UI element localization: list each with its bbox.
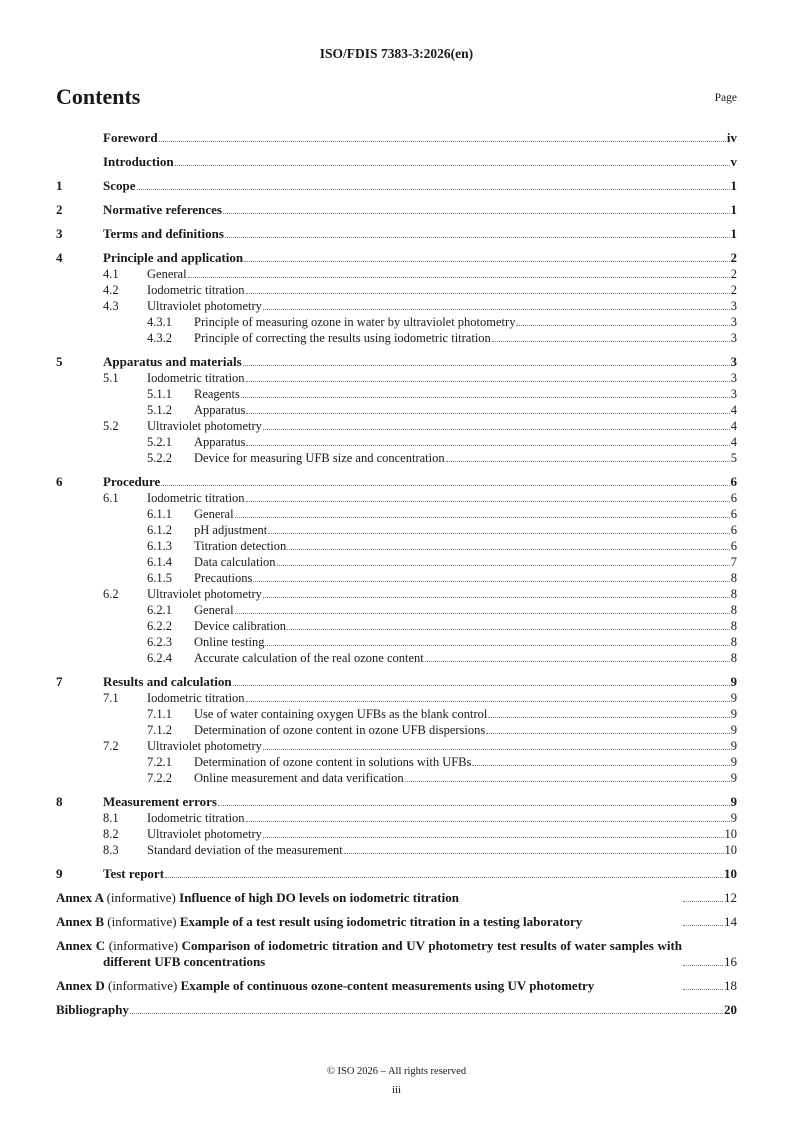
toc-entry-number: 6.2.3	[147, 635, 172, 649]
toc-entry-title: Scope	[103, 178, 136, 193]
toc-entry-number: 3	[56, 226, 63, 241]
toc-entry-page: 9	[730, 811, 737, 825]
dot-leader	[235, 517, 730, 518]
dot-leader	[265, 645, 729, 646]
annex-label: Annex A	[56, 890, 104, 905]
dot-leader	[137, 189, 730, 190]
copyright-footer: © ISO 2026 – All rights reserved	[326, 1066, 467, 1077]
toc-entry-number: 5.2.1	[147, 435, 172, 449]
dot-leader	[488, 717, 729, 718]
toc-entry-number: 7.2.1	[147, 755, 172, 769]
dot-leader	[233, 685, 730, 686]
toc-entry[interactable]	[56, 650, 737, 666]
dot-leader	[225, 237, 730, 238]
toc-entry-title: Bibliography	[56, 1002, 129, 1017]
dot-leader	[472, 765, 729, 766]
toc-annex-entry[interactable]	[56, 970, 737, 994]
toc-entry[interactable]	[56, 146, 737, 170]
toc-entry-number: 4.3	[103, 299, 119, 313]
toc-entry-number: 5	[56, 354, 63, 369]
dot-leader	[253, 581, 729, 582]
toc-entry[interactable]	[56, 490, 737, 506]
toc-entry[interactable]	[56, 506, 737, 522]
toc-entry-title: Iodometric titration	[147, 491, 245, 505]
dot-leader	[175, 165, 730, 166]
toc-entry-page: 9	[730, 771, 737, 785]
toc-entry-title: Principle of correcting the results using iodometric titration	[194, 331, 491, 345]
annex-title: Comparison of iodometric titration and UV photometry test results of water samples with different UFB concentrations	[103, 938, 683, 969]
toc-entry[interactable]	[56, 298, 737, 314]
toc-entry-number: 5.1.1	[147, 387, 172, 401]
toc-entry-title: Test report	[103, 866, 165, 881]
dot-leader	[161, 485, 729, 486]
toc-entry[interactable]	[56, 722, 737, 738]
dot-leader	[165, 877, 723, 878]
toc-entry-title: Titration detection	[194, 539, 287, 553]
toc-entry-title: Device for measuring UFB size and concentration	[194, 451, 445, 465]
table-of-contents	[56, 122, 737, 1018]
toc-entry-title: Use of water containing oxygen UFBs as the blank control	[194, 707, 488, 721]
toc-entry-number: 7.1.2	[147, 723, 172, 737]
dot-leader	[263, 429, 730, 430]
toc-entry-title: Ultraviolet photometry	[147, 587, 262, 601]
annex-label: Annex B	[56, 914, 105, 929]
toc-entry[interactable]	[56, 402, 737, 418]
toc-entry-title: Standard deviation of the measurement	[147, 843, 343, 857]
toc-entry-number: 8	[56, 794, 63, 809]
annex-informative: (informative)	[108, 938, 179, 953]
toc-entry-title: Iodometric titration	[147, 691, 245, 705]
toc-entry[interactable]	[56, 346, 737, 370]
annex-text	[56, 938, 682, 970]
toc-entry-title: General	[194, 507, 234, 521]
toc-entry[interactable]	[56, 570, 737, 586]
toc-entry-title: Introduction	[103, 154, 174, 169]
toc-entry-title: Device calibration	[194, 619, 286, 633]
toc-entry-title: Iodometric titration	[147, 811, 245, 825]
toc-entry-page: 8	[730, 571, 737, 585]
toc-entry[interactable]	[56, 122, 737, 146]
dot-leader	[263, 597, 730, 598]
toc-entry-page: 4	[730, 435, 737, 449]
toc-entry-page: 10	[724, 827, 737, 841]
dot-leader	[246, 501, 730, 502]
toc-entry-number: 6.1	[103, 491, 119, 505]
toc-entry-title: Apparatus	[194, 403, 246, 417]
toc-entry-title: Determination of ozone content in solutions with UFBs	[194, 755, 472, 769]
toc-entry-number: 8.1	[103, 811, 119, 825]
dot-leader	[268, 533, 729, 534]
annex-text	[56, 978, 682, 994]
toc-entry-page: 4	[730, 419, 737, 433]
annex-text	[56, 890, 682, 906]
dot-leader	[159, 141, 726, 142]
toc-entry[interactable]	[56, 618, 737, 634]
toc-entry-number: 4.1	[103, 267, 119, 281]
toc-entry-title: Accurate calculation of the real ozone content	[194, 651, 424, 665]
dot-leader	[130, 1013, 723, 1014]
toc-entry[interactable]	[56, 450, 737, 466]
toc-entry-page: 6	[730, 474, 737, 489]
toc-entry[interactable]	[56, 314, 737, 330]
toc-entry[interactable]	[56, 554, 737, 570]
toc-entry-page: 6	[730, 491, 737, 505]
toc-entry-title: Normative references	[103, 202, 222, 217]
toc-entry-number: 7.2	[103, 739, 119, 753]
toc-entry-title: Reagents	[194, 387, 240, 401]
toc-entry[interactable]	[56, 586, 737, 602]
toc-entry-title: Ultraviolet photometry	[147, 419, 262, 433]
dot-leader	[246, 445, 729, 446]
dot-leader	[246, 701, 730, 702]
toc-entry[interactable]	[56, 386, 737, 402]
toc-entry[interactable]	[56, 690, 737, 706]
toc-entry-page: 7	[730, 555, 737, 569]
toc-entry-number: 7.1.1	[147, 707, 172, 721]
toc-entry-page: v	[730, 154, 737, 169]
toc-entry-title: Terms and definitions	[103, 226, 224, 241]
dot-leader	[516, 325, 729, 326]
toc-entry-page: 2	[730, 283, 737, 297]
toc-entry[interactable]	[56, 706, 737, 722]
toc-entry-page: 10	[724, 843, 737, 857]
toc-entry-page: iv	[726, 130, 737, 145]
toc-entry[interactable]	[56, 418, 737, 434]
dot-leader	[486, 733, 729, 734]
dot-leader	[235, 613, 730, 614]
toc-entry-page: 14	[724, 914, 737, 929]
toc-entry-page: 3	[730, 354, 737, 369]
toc-entry-number: 7	[56, 674, 63, 689]
dot-leader	[446, 461, 730, 462]
toc-entry-page: 9	[730, 739, 737, 753]
toc-entry-number: 5.2	[103, 419, 119, 433]
toc-annex-entry[interactable]	[56, 930, 737, 970]
toc-entry-title: Measurement errors	[103, 794, 217, 809]
toc-entry[interactable]	[56, 634, 737, 650]
toc-entry-number: 6.2.2	[147, 619, 172, 633]
toc-entry-page: 3	[730, 371, 737, 385]
toc-entry-title: Principle and application	[103, 250, 244, 265]
toc-entry-title: Procedure	[103, 474, 161, 489]
toc-entry-title: Foreword	[103, 130, 158, 145]
toc-entry-number: 5.1	[103, 371, 119, 385]
toc-entry-page: 12	[724, 890, 737, 905]
toc-entry-page: 2	[730, 267, 737, 281]
toc-entry-title: Data calculation	[194, 555, 276, 569]
toc-entry-number: 8.2	[103, 827, 119, 841]
toc-entry[interactable]	[56, 282, 737, 298]
toc-entry-page: 3	[730, 315, 737, 329]
dot-leader	[246, 381, 730, 382]
dot-leader	[277, 565, 730, 566]
toc-entry-page: 9	[730, 674, 737, 689]
toc-entry-bibliography[interactable]	[56, 994, 737, 1018]
dot-leader	[246, 293, 730, 294]
document-header: ISO/FDIS 7383-3:2026(en)	[319, 46, 474, 61]
toc-entry[interactable]	[56, 858, 737, 882]
toc-entry[interactable]	[56, 266, 737, 282]
toc-entry-title: Ultraviolet photometry	[147, 299, 262, 313]
annex-title: Example of continuous ozone-content measurements using UV photometry	[180, 978, 595, 993]
dot-leader	[246, 413, 729, 414]
dot-leader	[683, 989, 723, 990]
toc-entry-page: 2	[730, 250, 737, 265]
toc-entry-number: 6.1.2	[147, 523, 172, 537]
annex-title: Example of a test result using iodometric titration in a testing laboratory	[179, 914, 583, 929]
toc-entry[interactable]	[56, 842, 737, 858]
toc-entry-number: 5.2.2	[147, 451, 172, 465]
toc-entry-page: 3	[730, 331, 737, 345]
toc-entry-page: 8	[730, 651, 737, 665]
toc-entry-page: 16	[724, 954, 737, 969]
dot-leader	[492, 341, 730, 342]
toc-entry-page: 20	[724, 1002, 737, 1017]
toc-annex-entry[interactable]	[56, 882, 737, 906]
toc-entry-title: Online measurement and data verification	[194, 771, 404, 785]
toc-entry[interactable]	[56, 370, 737, 386]
toc-entry[interactable]	[56, 242, 737, 266]
toc-entry-page: 8	[730, 587, 737, 601]
annex-informative: (informative)	[107, 914, 177, 929]
dot-leader	[683, 901, 723, 902]
toc-entry-number: 1	[56, 178, 63, 193]
toc-entry-title: Online testing	[194, 635, 265, 649]
toc-entry[interactable]	[56, 218, 737, 242]
dot-leader	[218, 805, 730, 806]
dot-leader	[425, 661, 730, 662]
toc-entry-page: 1	[730, 226, 737, 241]
toc-entry-title: Precautions	[194, 571, 253, 585]
toc-entry-page: 9	[730, 794, 737, 809]
toc-entry-title: General	[147, 267, 187, 281]
dot-leader	[263, 837, 724, 838]
toc-entry-number: 4.3.1	[147, 315, 172, 329]
toc-entry-number: 6.2.4	[147, 651, 172, 665]
annex-label: Annex D	[56, 978, 105, 993]
toc-entry-number: 4.2	[103, 283, 119, 297]
toc-entry-title: Ultraviolet photometry	[147, 739, 262, 753]
toc-entry-number: 4.3.2	[147, 331, 172, 345]
toc-entry[interactable]	[56, 810, 737, 826]
toc-entry-number: 6	[56, 474, 63, 489]
dot-leader	[344, 853, 724, 854]
toc-entry-page: 10	[724, 866, 737, 881]
annex-informative: (informative)	[106, 890, 176, 905]
toc-entry[interactable]	[56, 786, 737, 810]
toc-entry-page: 3	[730, 299, 737, 313]
dot-leader	[405, 781, 730, 782]
toc-entry-title: pH adjustment	[194, 523, 268, 537]
toc-entry[interactable]	[56, 738, 737, 754]
toc-annex-entry[interactable]	[56, 906, 737, 930]
toc-entry-number: 8.3	[103, 843, 119, 857]
toc-entry-title: Iodometric titration	[147, 283, 245, 297]
annex-label: Annex C	[56, 938, 106, 953]
toc-entry-number: 7.1	[103, 691, 119, 705]
dot-leader	[287, 629, 730, 630]
toc-entry-title: Ultraviolet photometry	[147, 827, 262, 841]
annex-informative: (informative)	[108, 978, 178, 993]
toc-entry-page: 8	[730, 635, 737, 649]
toc-entry-number: 5.1.2	[147, 403, 172, 417]
toc-entry-number: 9	[56, 866, 63, 881]
toc-entry[interactable]	[56, 770, 737, 786]
toc-entry[interactable]	[56, 466, 737, 490]
toc-entry-page: 9	[730, 723, 737, 737]
toc-entry[interactable]	[56, 434, 737, 450]
dot-leader	[243, 365, 730, 366]
page-column-label: Page	[714, 92, 737, 104]
toc-entry-page: 5	[730, 451, 737, 465]
toc-entry[interactable]	[56, 538, 737, 554]
toc-entry-page: 18	[724, 978, 737, 993]
toc-entry[interactable]	[56, 522, 737, 538]
toc-entry-page: 1	[730, 178, 737, 193]
dot-leader	[683, 965, 723, 966]
dot-leader	[263, 749, 730, 750]
dot-leader	[244, 261, 729, 262]
toc-entry[interactable]	[56, 754, 737, 770]
toc-entry-page: 6	[730, 539, 737, 553]
toc-entry[interactable]	[56, 170, 737, 194]
dot-leader	[241, 397, 730, 398]
toc-entry-page: 9	[730, 755, 737, 769]
dot-leader	[287, 549, 730, 550]
toc-entry-page: 9	[730, 691, 737, 705]
toc-entry-title: Determination of ozone content in ozone UFB dispersions	[194, 723, 486, 737]
toc-entry-number: 6.1.3	[147, 539, 172, 553]
toc-entry-number: 4	[56, 250, 63, 265]
dot-leader	[223, 213, 730, 214]
toc-entry-page: 1	[730, 202, 737, 217]
annex-text	[56, 914, 682, 930]
toc-entry-number: 6.1.5	[147, 571, 172, 585]
toc-entry[interactable]	[56, 330, 737, 346]
toc-entry-title: Iodometric titration	[147, 371, 245, 385]
dot-leader	[683, 925, 723, 926]
toc-entry-title: Apparatus and materials	[103, 354, 242, 369]
page-number: iii	[391, 1084, 402, 1096]
dot-leader	[263, 309, 730, 310]
toc-entry-title: Results and calculation	[103, 674, 232, 689]
toc-entry-title: Principle of measuring ozone in water by ultraviolet photometry	[194, 315, 516, 329]
toc-entry-title: General	[194, 603, 234, 617]
toc-entry-page: 8	[730, 619, 737, 633]
toc-entry-title: Apparatus	[194, 435, 246, 449]
toc-entry-number: 6.2	[103, 587, 119, 601]
toc-entry-number: 7.2.2	[147, 771, 172, 785]
toc-entry[interactable]	[56, 602, 737, 618]
toc-entry-page: 6	[730, 507, 737, 521]
toc-entry-page: 9	[730, 707, 737, 721]
toc-entry[interactable]	[56, 194, 737, 218]
page-title: Contents	[56, 84, 141, 109]
toc-entry-page: 3	[730, 387, 737, 401]
toc-entry-number: 6.1.1	[147, 507, 172, 521]
toc-entry-page: 6	[730, 523, 737, 537]
toc-entry-number: 6.1.4	[147, 555, 172, 569]
toc-entry[interactable]	[56, 666, 737, 690]
toc-entry-number: 2	[56, 202, 63, 217]
toc-entry[interactable]	[56, 826, 737, 842]
annex-title: Influence of high DO levels on iodometric titration	[179, 890, 459, 905]
toc-entry-page: 4	[730, 403, 737, 417]
toc-entry-number: 6.2.1	[147, 603, 172, 617]
dot-leader	[246, 821, 730, 822]
toc-entry-page: 8	[730, 603, 737, 617]
dot-leader	[188, 277, 730, 278]
